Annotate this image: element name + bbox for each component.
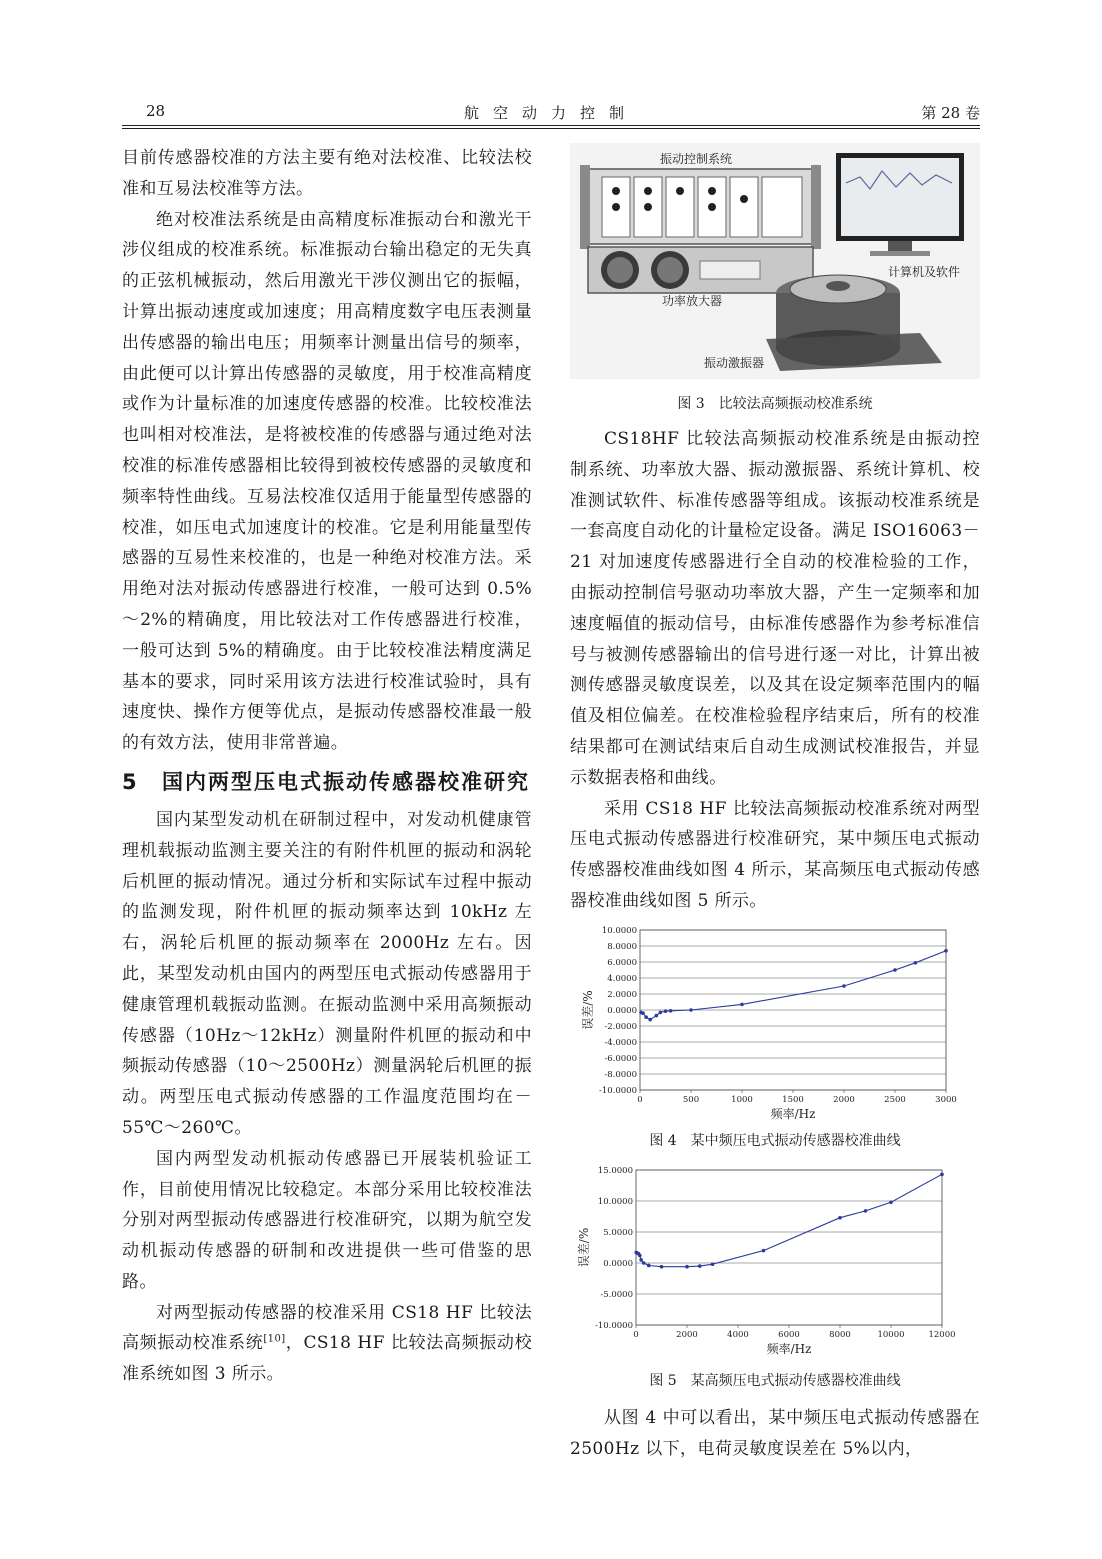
paragraph xyxy=(122,1298,532,1390)
y-tick-label: 4.0000 xyxy=(607,974,637,984)
data-point xyxy=(842,984,846,988)
citation-ref: [10] xyxy=(263,1333,286,1345)
data-point xyxy=(664,1009,668,1013)
calibration-system-illustration xyxy=(570,143,980,379)
y-tick-label: -4.0000 xyxy=(604,1038,637,1048)
label-amplifier: 功率放大器 xyxy=(662,294,723,308)
label-controller: 振动控制系统 xyxy=(660,152,733,166)
y-tick-label: 5.0000 xyxy=(603,1228,633,1238)
left-column xyxy=(122,143,532,1390)
data-point xyxy=(647,1264,651,1268)
label-computer: 计算机及软件 xyxy=(888,265,961,279)
journal-title: 航空动力控制 xyxy=(463,104,638,122)
data-point xyxy=(659,1011,663,1015)
data-point xyxy=(660,1265,664,1269)
x-tick-label: 0 xyxy=(633,1330,639,1340)
y-tick-label: -6.0000 xyxy=(604,1054,637,1064)
data-point xyxy=(944,949,948,953)
y-tick-label: 6.0000 xyxy=(607,958,637,968)
y-tick-label: -2.0000 xyxy=(604,1022,637,1032)
data-point xyxy=(648,1018,652,1022)
x-tick-label: 10000 xyxy=(877,1330,905,1340)
data-point xyxy=(641,1011,645,1015)
x-tick-label: 12000 xyxy=(928,1330,956,1340)
x-tick-label: 3000 xyxy=(935,1095,957,1105)
section-title: 国内两型压电式振动传感器校准研究 xyxy=(162,769,530,794)
y-axis-label: 误差/% xyxy=(577,1227,591,1268)
data-point xyxy=(740,1003,744,1007)
x-tick-label: 1500 xyxy=(782,1095,804,1105)
x-tick-label: 6000 xyxy=(778,1330,800,1340)
figure4-caption: 图 4 某中频压电式振动传感器校准曲线 xyxy=(649,1133,901,1149)
x-tick-label: 2500 xyxy=(884,1095,906,1105)
x-tick-label: 1000 xyxy=(731,1095,753,1105)
y-tick-label: 15.0000 xyxy=(597,1166,633,1176)
right-column xyxy=(570,424,980,917)
y-tick-label: -10.0000 xyxy=(594,1321,633,1331)
x-axis-label: 频率/Hz xyxy=(766,1342,812,1356)
y-tick-label: 2.0000 xyxy=(607,990,637,1000)
data-point xyxy=(655,1014,659,1018)
data-point xyxy=(689,1008,693,1012)
paragraph: CS18HF 比较法高频振动校准系统是由振动控制系统、功率放大器、振动激振器、系统计算机、校准测试软件、标准传感器等组成。该振动校准系统是一套高度自动化的计量检定设备。满足 ISO16063－21 对加速度传感器进行全自动的校准检验的工作，由振动控制信号驱动功率放大器，产生一定频率和加速度幅值的振动信号，由标准传感器作为参考标准信号与被测传感器输出的信号进行逐一对比，计算出被测传感器灵敏度误差，以及其在设定频率范围内的幅值及相位偏差。在校准检验程序结束后，所有的校准结果都可在测试结束后自动生成测试校准报告，并显示数据表格和曲线。 xyxy=(570,429,980,788)
figure3-photo xyxy=(570,143,980,379)
data-point xyxy=(893,968,897,972)
paragraph: 从图 4 中可以看出，某中频压电式振动传感器在 2500Hz 以下，电荷灵敏度误差在 5%以内， xyxy=(570,1408,980,1459)
y-tick-label: 8.0000 xyxy=(607,942,637,952)
data-point xyxy=(685,1265,689,1269)
data-point xyxy=(669,1009,673,1013)
y-tick-label: -5.0000 xyxy=(600,1290,633,1300)
paragraph: 国内某型发动机在研制过程中，对发动机健康管理机载振动监测主要关注的有附件机匣的振动和涡轮后机匣的振动情况。通过分析和实际试车过程中振动的监测发现，附件机匣的振动频率达到 10kHz 左右，涡轮后机匣的振动频率在 2000Hz 左右。因此，某型发动机由国内的两型压电式振动传感器用于健康管理机载振动监测。在振动监测中采用高频振动传感器（10Hz～12kHz）测量附件机匣的振动和中频振动传感器（10～2500Hz）测量涡轮后机匣的振动。两型压电式振动传感器的工作温度范围均在－55℃～260℃。 xyxy=(122,809,532,1138)
y-tick-label: -10.0000 xyxy=(598,1086,637,1096)
paragraph: 采用 CS18 HF 比较法高频振动校准系统对两型压电式振动传感器进行校准研究，某中频压电式振动传感器校准曲线如图 4 所示，某高频压电式振动传感器校准曲线如图 5 所示。 xyxy=(570,798,980,911)
data-point xyxy=(889,1200,893,1204)
section-heading xyxy=(122,766,532,799)
x-tick-label: 4000 xyxy=(727,1330,749,1340)
data-point xyxy=(639,1258,643,1262)
paragraph-text: 对两型振动传感器的校准采用 CS18 HF 比较法高频振动校准系统 xyxy=(122,1302,532,1354)
x-tick-label: 8000 xyxy=(829,1330,851,1340)
section-number: 5 xyxy=(122,769,138,794)
paragraph-text: ，CS18 HF 比较法高频振动校准系统如图 3 所示。 xyxy=(122,1333,533,1385)
plot-area xyxy=(636,1170,942,1325)
figure3-caption: 图 3 比较法高频振动校准系统 xyxy=(677,396,873,412)
data-point xyxy=(914,961,918,965)
running-header xyxy=(122,96,980,126)
volume-label: 第 28 卷 xyxy=(921,104,980,122)
data-point xyxy=(762,1249,766,1253)
data-point xyxy=(711,1262,715,1266)
data-point xyxy=(644,1015,648,1019)
header-rule xyxy=(122,125,980,126)
data-point xyxy=(698,1264,702,1268)
data-point xyxy=(864,1209,868,1213)
paragraph: 国内两型发动机振动传感器已开展装机验证工作，目前使用情况比较稳定。本部分采用比较校准法分别对两型振动传感器进行校准研究，以期为航空发动机振动传感器的研制和改进提供一些可借鉴的思路。 xyxy=(122,1148,532,1292)
x-tick-label: 500 xyxy=(682,1095,700,1105)
y-axis-label: 误差/% xyxy=(581,990,595,1030)
page-number: 28 xyxy=(146,102,166,120)
x-tick-label: 2000 xyxy=(833,1095,855,1105)
x-tick-label: 2000 xyxy=(676,1330,698,1340)
data-point xyxy=(838,1216,842,1220)
paragraph: 绝对校准法系统是由高精度标准振动台和激光干涉仪组成的校准系统。标准振动台输出稳定的无失真的正弦机械振动，然后用激光干涉仪测出它的振幅，计算出振动速度或加速度；用高精度数字电压表测量出传感器的输出电压；用频率计测量出信号的频率，由此便可以计算出传感器的灵敏度，用于校准高精度或作为计量标准的加速度传感器的校准。比较校准法也叫相对校准法，是将被校准的传感器与通过绝对法校准的标准传感器相比较得到被校传感器的灵敏度和频率特性曲线。互易法校准仅适用于能量型传感器的校准，如压电式加速度计的校准。它是利用能量型传感器的互易性来校准的，也是一种绝对校准方法。采用绝对法对振动传感器进行校准，一般可达到 0.5%～2%的精确度，用比较法对工作传感器进行校准，一般可达到 5%的精确度。由于比较校准法精度满足基本的要求，同时采用该方法进行校准试验时，具有速度快、操作方便等优点，是振动传感器校准最一般的有效方法，使用非常普遍。 xyxy=(122,209,532,754)
figure5-caption: 图 5 某高频压电式振动传感器校准曲线 xyxy=(649,1373,901,1389)
paragraph: 目前传感器校准的方法主要有绝对法校准、比较法校准和互易法校准等方法。 xyxy=(122,148,532,199)
y-tick-label: -8.0000 xyxy=(604,1070,637,1080)
label-exciter: 振动激振器 xyxy=(704,356,765,370)
y-tick-label: 10.0000 xyxy=(597,1197,633,1207)
x-tick-label: 0 xyxy=(637,1095,643,1105)
figure4-chart xyxy=(570,922,980,1122)
data-point xyxy=(638,1254,642,1258)
header-rule-thin xyxy=(122,128,980,129)
x-axis-label: 频率/Hz xyxy=(770,1107,816,1121)
data-point xyxy=(642,1261,646,1265)
figure5-chart xyxy=(570,1162,980,1358)
y-tick-label: 10.0000 xyxy=(601,926,637,936)
y-tick-label: 0.0000 xyxy=(603,1259,633,1269)
right-column-bottom xyxy=(570,1403,980,1465)
y-tick-label: 0.0000 xyxy=(607,1006,637,1016)
data-point xyxy=(940,1173,944,1177)
